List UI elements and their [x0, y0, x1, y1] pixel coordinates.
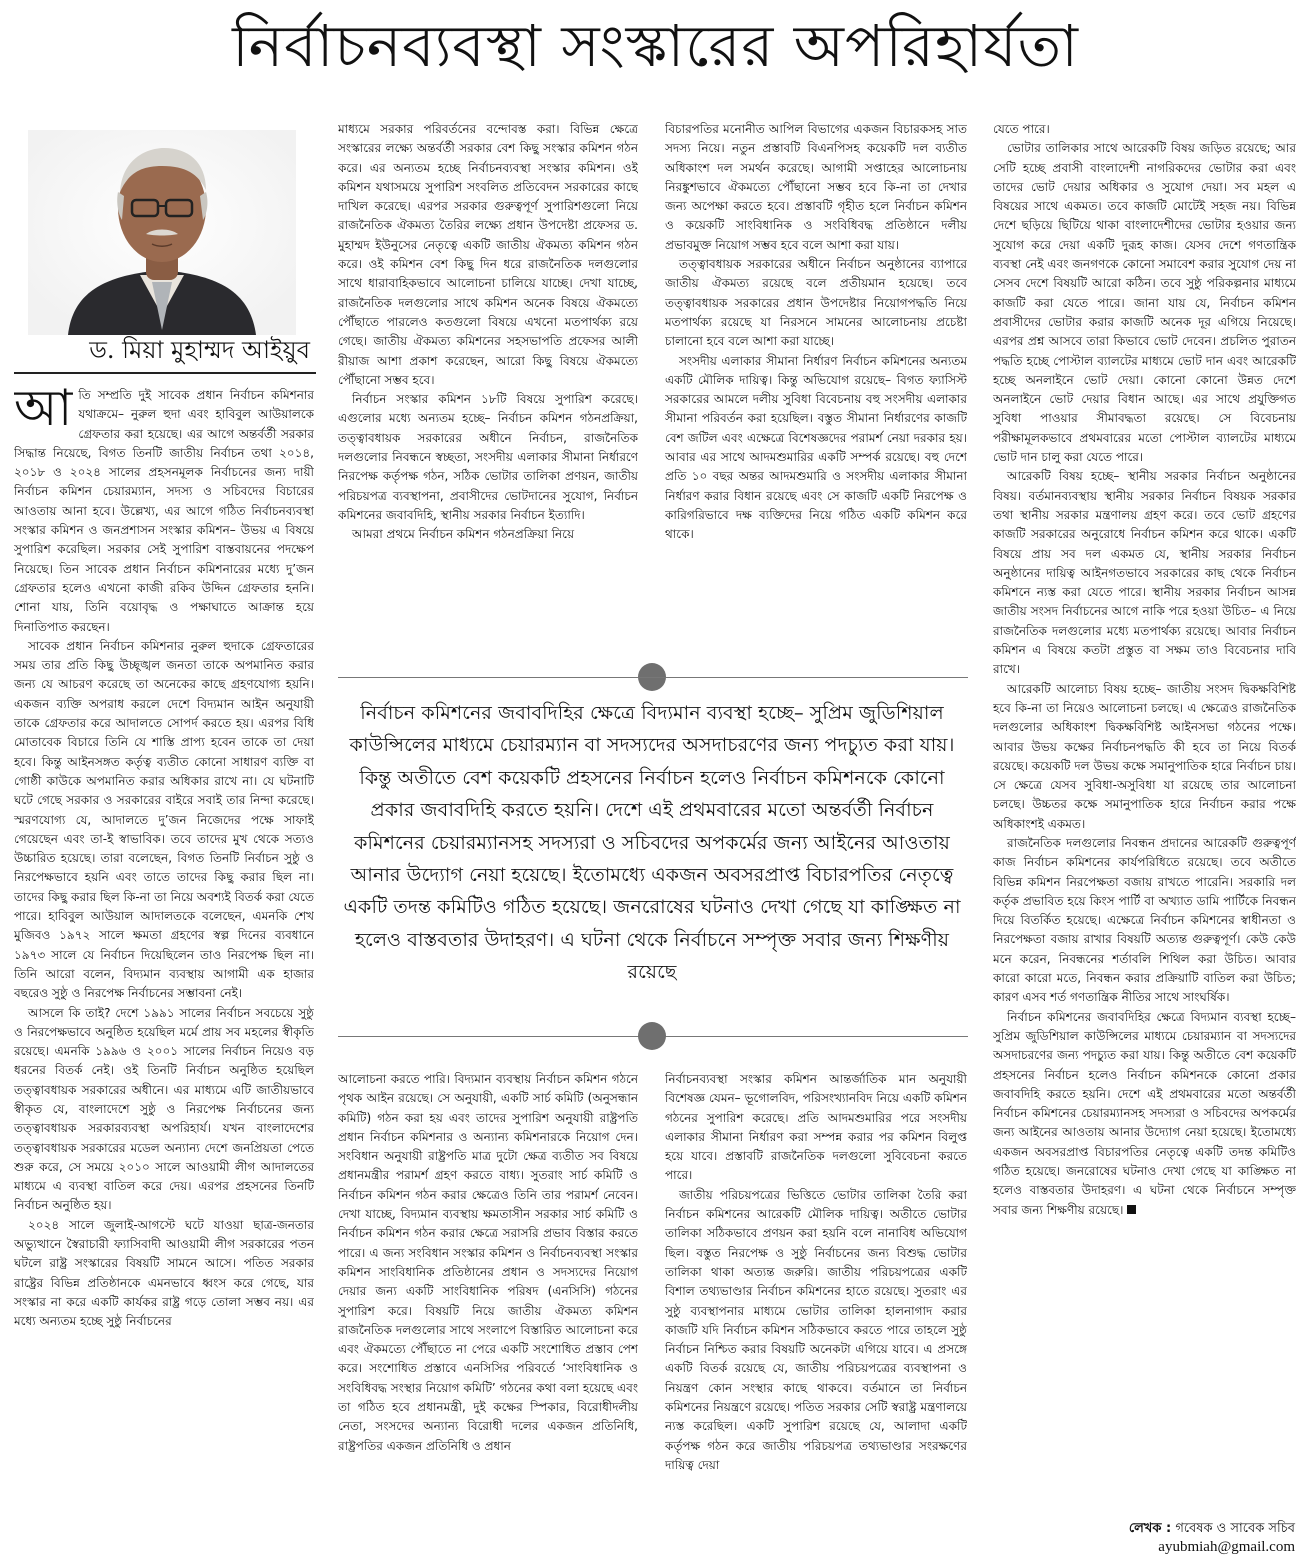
- author-portrait: [28, 130, 296, 335]
- body-paragraph: জাতীয় পরিচয়পত্রের ভিত্তিতে ভোটার তালিকা তৈরি করা নির্বাচন কমিশনের আরেকটি মৌলিক দায়িত্ব। অতীতে ভোটার তালিকা সঠিকভাবে প্রণয়ন করা হয়নি বলে নানাবিধ অভিযোগ ছিল। বস্তুত নিরপেক্ষ ও সুষ্ঠু নির্বাচনের জন্য বিশুদ্ধ ভোটার তালিকা থাকা অত্যন্ত জরুরি। জাতীয় পরিচয়পত্রের একটি বিশাল তথ্যভাণ্ডার নির্বাচন কমিশনের হাতে রয়েছে। সুতরাং এর সুষ্ঠু ব্যবস্থাপনার মাধ্যমে ভোটার তালিকা হালনাগাদ করার কাজটি যদি নির্বাচন কমিশন সঠিকভাবে করতে পারে তাহলে সুষ্ঠু নির্বাচন নিশ্চিত করার বিষয়টি অনেকটা এগিয়ে যাবে। এ প্রসঙ্গে একটি বিতর্ক রয়েছে যে, জাতীয় পরিচয়পত্রের ব্যবস্থাপনা ও নিয়ন্ত্রণ কোন সংস্থার কাছে থাকবে। বর্তমানে তা নির্বাচন কমিশনের নিয়ন্ত্রণে রয়েছে। পতিত সরকার সেটি স্বরাষ্ট্র মন্ত্রণালয়ে ন্যস্ত করেছিল। একটি সুপারিশ রয়েছে যে, আলাদা একটি কর্তৃপক্ষ গঠন করে জাতীয় পরিচয়পত্র তথ্যভাণ্ডার সংরক্ষণের দায়িত্ব দেয়া: [665, 1187, 967, 1472]
- body-paragraph: তত্ত্বাবধায়ক সরকারের অধীনে নির্বাচন অনুষ্ঠানের ব্যাপারে জাতীয় ঐকমত্য রয়েছে বলে প্রতীয়মান হয়েছে। তবে তত্ত্বাবধায়ক সরকারের প্রধান উপদেষ্টার নিয়োগপদ্ধতি নিয়ে মতপার্থক্য রয়েছে যা নিরসনে সামনের আলোচনায় প্রচেষ্টা চালানো হবে বলে আশা করা যাচ্ছে।: [665, 257, 967, 349]
- lead-paragraph: আতি সম্প্রতি দুই সাবেক প্রধান নির্বাচন কমিশনার যথাক্রমে– নুরুল হুদা এবং হাবিবুল আউয়ালকে গ্রেফতার করা হয়েছে। এর আগে অন্তর্বর্তী সরকার সিদ্ধান্ত নিয়েছে, বিগত তিনটি জাতীয় নির্বাচন তথা ২০১৪, ২০১৮ ও ২০২৪ সালের প্রহসনমূলক নির্বাচনের জন্য দায়ী নির্বাচন কমিশন চেয়ারম্যান, সদস্য ও সচিবদের বিচারের আওতায় আনা হবে। উল্লেখ্য, এর আগে গঠিত নির্বাচনব্যবস্থা সংস্কার কমিশন ও জনপ্রশাসন সংস্কার কমিশন– উভয় এ বিষয়ে সুপারিশ করেছিল। সরকার সেই সুপারিশ বাস্তবায়নের পদক্ষেপ নিয়েছে। তিন সাবেক প্রধান নির্বাচন কমিশনারের মধ্যে দু’জন গ্রেফতার হলেও এখনো কাজী রকিব উদ্দিন গ্রেফতার হননি। শোনা যায়, তিনি বয়োবৃদ্ধ ও পক্ষাঘাতে আক্রান্ত হয়ে দিনাতিপাত করছেন।: [14, 386, 314, 634]
- column-1: [14, 386, 314, 1561]
- author-role: গবেষক ও সাবেক সচিব: [1175, 1521, 1295, 1536]
- author-byline: ড. মিয়া মুহাম্মদ আইয়ুব: [89, 336, 310, 364]
- column-3-top: [665, 120, 967, 645]
- drop-cap: আ: [14, 386, 73, 437]
- pull-quote-dot-bottom: [638, 1022, 666, 1050]
- body-paragraph: আমরা প্রথমে নির্বাচন কমিশন গঠনপ্রক্রিয়া নিয়ে: [352, 527, 575, 542]
- body-paragraph: নির্বাচনব্যবস্থা সংস্কার কমিশন আন্তর্জাতিক মান অনুযায়ী বিশেষজ্ঞ যেমন– ভূগোলবিদ, পরিসংখ্যানবিদ নিয়ে একটি কমিশন গঠনের সুপারিশ করেছে। প্রতি আদমশুমারির পরে সংসদীয় এলাকার সীমানা নির্ধারণ করা সম্পন্ন করার পর কমিশন বিলুপ্ত হয়ে যাবে। প্রস্তাবটি রাজনৈতিক দলগুলো সুবিবেচনা করতে পারে।: [665, 1072, 967, 1183]
- signature-label: লেখক :: [1128, 1521, 1172, 1536]
- body-paragraph: আলোচনা করতে পারি। বিদ্যমান ব্যবস্থায় নির্বাচন কমিশন গঠনে পৃথক আইন রয়েছে। সে অনুযায়ী, একটি সার্চ কমিটি (অনুসন্ধান কমিটি) গঠন করা হয় এবং তাদের সুপারিশ অনুযায়ী রাষ্ট্রপতি প্রধান নির্বাচন কমিশনার ও অন্যান্য কমিশনারকে নিয়োগ দেন। সংবিধান অনুযায়ী রাষ্ট্রপতি মাত্র দুটো ক্ষেত্র ব্যতীত সব বিষয়ে প্রধানমন্ত্রীর পরামর্শ গ্রহণ করতে বাধ্য। সুতরাং সার্চ কমিটি ও নির্বাচন কমিশন গঠন করার ক্ষেত্রেও তিনি তার পরামর্শ নেবেন। দেখা যাচ্ছে, বিদ্যমান ব্যবস্থায় ক্ষমতাসীন সরকার সার্চ কমিটি ও নির্বাচন কমিশন গঠন করার ক্ষেত্রে সরাসরি প্রভাব বিস্তার করতে পারে। এ জন্য সংবিধান সংস্কার কমিশন ও নির্বাচনব্যবস্থা সংস্কার কমিশন সাংবিধানিক প্রতিষ্ঠানের প্রধান ও সদস্যদের নিয়োগ দেয়ার জন্য একটি সাংবিধানিক পরিষদ (এনসিসি) গঠনের সুপারিশ করে। বিষয়টি নিয়ে জাতীয় ঐকমত্য কমিশন রাজনৈতিক দলগুলোর সাথে সংলাপে বিস্তারিত আলোচনা করে এবং ঐকমত্যে পৌঁছাতে না পেরে একটি সংশোধিত প্রস্তাব পেশ করে। সংশোধিত প্রস্তাবে এনসিসির পরিবর্তে ‘সাংবিধানিক ও সংবিধিবদ্ধ সংস্থার নিয়োগ কমিটি’ গঠনের কথা বলা হয়েছে এবং তা গঠিত হবে প্রধানমন্ত্রী, দুই কক্ষের স্পিকার, বিরোধীদলীয় নেতা, সংসদের অন্যান্য বিরোধী দলের একজন প্রতিনিধি, রাষ্ট্রপতির একজন প্রতিনিধি ও প্রধান: [338, 1072, 638, 1453]
- body-paragraph: ভোটার তালিকার সাথে আরেকটি বিষয় জড়িত রয়েছে; আর সেটি হচ্ছে প্রবাসী বাংলাদেশী নাগরিকদের ভোটার করা এবং তাদের ভোট দেয়ার অধিকার ও সুযোগ দেয়া। সব মহল এ বিষয়ের সাথে একমত। তবে কাজটি মোটেই সহজ নয়। বিভিন্ন দেশে ছড়িয়ে ছিটিয়ে থাকা বাংলাদেশীদের ভোটার হওয়ার জন্য সুযোগ করে দেয়া একটি দুরূহ কাজ। যেসব দেশে গণতান্ত্রিক ব্যবস্থা নেই এবং জনগণকে কোনো সমাবেশ করার সুযোগ দেয় না সেসব দেশে বিষয়টি আরো কঠিন। তবে সুষ্ঠু পরিকল্পনার মাধ্যমে কাজটি করা যেতে পারে। জানা যায় যে, নির্বাচন কমিশন প্রবাসীদের ভোটার করার কাজটি অনেক দূর এগিয়ে নিয়েছে। এরপর প্রশ্ন আসবে তারা কিভাবে ভোট দেবেন। প্রচলিত পুরাতন পদ্ধতি হচ্ছে পোস্টাল ব্যালটের মাধ্যমে ভোট দান এবং আরেকটি হচ্ছে অনলাইনে ভোট দেয়া। কোনো কোনো উন্নত দেশে অনলাইনে ভোট দেয়ার বিধান আছে। এর সাথে প্রযুক্তিগত সুবিধা পাওয়ার সীমাবদ্ধতা রয়েছে। সে বিবেচনায় পরীক্ষামূলকভাবে প্রথমবারের মতো পোস্টাল ব্যালটের মাধ্যমে ভোট দান চালু করা যেতে পারে।: [993, 141, 1296, 465]
- pull-quote-rule-top: [338, 677, 968, 678]
- body-paragraph: মাধ্যমে সরকার পরিবর্তনের বন্দোবস্ত করা। বিভিন্ন ক্ষেত্রে সংস্কারের লক্ষ্যে অন্তর্বর্তী সরকার বেশ কিছু সংস্কার কমিশন গঠন করে। এর অন্যতম হচ্ছে নির্বাচনব্যবস্থা সংস্কার কমিশন। ওই কমিশন যথাসময়ে সুপারিশ সংবলিত প্রতিবেদন সরকারের কাছে দাখিল করেছে। এরপর সরকার গুরুত্বপূর্ণ সুপারিশগুলো নিয়ে রাজনৈতিক ঐকমত্য তৈরির লক্ষ্যে প্রধান উপদেষ্টা প্রফেসর ড. মুহাম্মদ ইউনুসের নেতৃত্বে একটি জাতীয় ঐকমত্য কমিশন গঠন করে। ওই কমিশন বেশ কিছু দিন ধরে রাজনৈতিক দলগুলোর সাথে ধারাবাহিকভাবে আলোচনা চালিয়ে যাচ্ছে। দেখা যাচ্ছে, রাজনৈতিক দলগুলোর সাথে কমিশন অনেক বিষয়ে ঐকমত্যে পৌঁছাতে পারলেও কতগুলো বিষয়ে এখনো মতপার্থক্য রয়ে গেছে। জাতীয় ঐকমত্য কমিশনের সহসভাপতি প্রফেসর আলী রীয়াজ আশা প্রকাশ করেছেন, আরো কিছু বিষয়ে ঐকমত্যে পৌঁছানো সম্ভব হবে।: [338, 122, 638, 387]
- body-paragraph: রাজনৈতিক দলগুলোর নিবন্ধন প্রদানের আরেকটি গুরুত্বপূর্ণ কাজ নির্বাচন কমিশনের কার্যপরিধিতে রয়েছে। তবে অতীতে বিভিন্ন কমিশন নিরপেক্ষতা বজায় রাখতে পারেনি। সরকারি দল কর্তৃক প্রভাবিত হয়ে কিংস পার্টি বা অখ্যাত ডামি পার্টিকে নিবন্ধন দিয়ে বিতর্কিত হয়েছে। এক্ষেত্রে নির্বাচন কমিশনের স্বাধীনতা ও নিরপেক্ষতা বজায় রাখার বিষয়টি অত্যন্ত গুরুত্বপূর্ণ। কেউ কেউ মনে করেন, নিবন্ধনের শর্তাবলি শিথিল করা উচিত। আবার কারো কারো মতে, নিবন্ধন করার প্রক্রিয়াটি বাতিল করা উচিত; কারণ এসব শর্ত গণতান্ত্রিক নীতির সাথে সাংঘর্ষিক।: [993, 835, 1296, 1005]
- body-paragraph: নির্বাচন সংস্কার কমিশন ১৮টি বিষয়ে সুপারিশ করেছে। এগুলোর মধ্যে অন্যতম হচ্ছে– নির্বাচন কমিশন গঠনপ্রক্রিয়া, তত্ত্বাবধায়ক সরকারের অধীনে নির্বাচন, রাজনৈতিক দলগুলোর নিবন্ধনে স্বচ্ছতা, সংসদীয় এলাকার সীমানা নির্ধারণে নিরপেক্ষ কর্তৃপক্ষ গঠন, সঠিক ভোটার তালিকা প্রণয়ন, জাতীয় পরিচয়পত্র ব্যবস্থাপনা, প্রবাসীদের ভোটদানের সুযোগ, নির্বাচন কমিশনের জবাবদিহি, স্থানীয় সরকার নির্বাচন ইত্যাদি।: [338, 392, 638, 522]
- body-paragraph: সংসদীয় এলাকার সীমানা নির্ধারণ নির্বাচন কমিশনের অন্যতম একটি মৌলিক দায়িত্ব। কিন্তু অভিযোগ রয়েছে– বিগত ফ্যাসিস্ট সরকারের আমলে দলীয় সুবিধা বিবেচনায় বহু সংসদীয় এলাকার সীমানা পরিবর্তন করা হয়েছিল। বস্তুত সীমানা নির্ধারণের কাজটি বেশ জটিল এবং এক্ষেত্রে বিশেষজ্ঞদের পরামর্শ নেয়া দরকার হয়। আবার এর সাথে আদমশুমারির একটি সম্পর্ক রয়েছে। বহু দেশে প্রতি ১০ বছর অন্তর আদমশুমারি ও সংসদীয় এলাকার সীমানা নির্ধারণ করার বিধান রয়েছে এবং সে কাজটি একটি নিরপেক্ষ ও কারিগরিভাবে দক্ষ ব্যক্তিদের নিয়ে গঠিত একটি কমিশন করে থাকে।: [665, 353, 967, 542]
- byline-rule: [14, 372, 316, 374]
- body-paragraph: আরেকটি বিষয় হচ্ছে– স্থানীয় সরকার নির্বাচন অনুষ্ঠানের বিষয়। বর্তমানব্যবস্থায় স্থানীয় সরকার নির্বাচন বিষয়ক সরকার তথা স্থানীয় সরকার মন্ত্রণালয় গ্রহণ করে। তবে ভোট গ্রহণের কাজটি সরকারের অনুরোধে নির্বাচন কমিশন করে থাকে। একটি বিষয়ে প্রায় সব দল একমত যে, স্থানীয় সরকার নির্বাচন অনুষ্ঠানের দায়িত্ব আইনগতভাবে সরকারের কাছ থেকে নির্বাচন কমিশনে ন্যস্ত করা যেতে পারে। স্থানীয় সরকার নির্বাচন আসন্ন জাতীয় সংসদ নির্বাচনের আগে নাকি পরে হওয়া উচিত– এ নিয়ে রাজনৈতিক দলগুলোর মধ্যে মতপার্থক্য রয়েছে। আবার নির্বাচন কমিশন এ বিষয়ে কতটা প্রস্তুত বা সক্ষম তাও বিবেচনার দাবি রাখে।: [993, 469, 1296, 677]
- column-2-bottom: [338, 1070, 638, 1562]
- body-paragraph: সাবেক প্রধান নির্বাচন কমিশনার নুরুল হুদাকে গ্রেফতারের সময় তার প্রতি কিছু উচ্ছৃঙ্খল জনতা তাকে অপমানিত করার জন্য যে আচরণ করেছে তা অনেকের কাছে গ্রহণযোগ্য হয়নি। একজন ব্যক্তি অপরাধ করলে দেশে বিদ্যমান আইন অনুযায়ী তাকে গ্রেফতার করে আদালতে সোপর্দ করতে হয়। এরপর বিধি মোতাবেক বিচারে তিনি যে শাস্তি প্রাপ্য হবেন তাকে তা দেয়া হবে। কিন্তু আইনসঙ্গত কর্তৃত্ব ব্যতীত কোনো সাধারণ ব্যক্তি বা গোষ্ঠী কাউকে অপমানিত করার অধিকার রাখে না। যে ঘটনাটি ঘটে গেছে সরকার ও সরকারের বাইরে সবাই তার নিন্দা করেছে। স্মরণযোগ্য যে, আদালতে দু’জন নিজেদের পক্ষে সাফাই গেয়েছেন এবং তা-ই স্বাভাবিক। তবে তাদের মুখ থেকে সত্যও উচ্চারিত হয়েছে। তারা বলেছেন, বিগত তিনটি নির্বাচন সুষ্ঠু ও নিরপেক্ষভাবে হয়নি এবং তাতে তাদের কিছু করার ছিল না। তাদের কিছু করার ছিল কি-না তা নিয়ে অবশ্যই বিতর্ক করা যেতে পারে। হাবিবুল আউয়াল আদালতকে বলেছেন, এমনকি শেখ মুজিবও ১৯৭২ সালে ক্ষমতা গ্রহণের স্বল্প দিনের ব্যবধানে ১৯৭৩ সালে যে নির্বাচন দিয়েছিলেন তাও নিরপেক্ষ ছিল না। তিনি আরো বলেন, বিদ্যমান ব্যবস্থায় আগামী এক হাজার বছরেও সুষ্ঠু ও নিরপেক্ষ নির্বাচনের সম্ভাবনা নেই।: [14, 638, 314, 1001]
- column-2-top: [338, 120, 638, 645]
- column-4: [993, 120, 1296, 1505]
- body-paragraph: নির্বাচন কমিশনের জবাবদিহির ক্ষেত্রে বিদ্যমান ব্যবস্থা হচ্ছে– সুপ্রিম জুডিশিয়াল কাউন্সিলের মাধ্যমে চেয়ারম্যান বা সদস্যদের অসদাচরণের জন্য পদচ্যুত করা যায়। কিন্তু অতীতে বেশ কয়েকটি প্রহসনের নির্বাচন হলেও নির্বাচন কমিশনকে কোনো প্রকার জবাবদিহি করতে হয়নি। দেশে এই প্রথমবারের মতো অন্তর্বর্তী নির্বাচন কমিশনের চেয়ারম্যানসহ সদস্যরা ও সচিবদের অপকর্মের জন্য আইনের আওতায় আনার উদ্যোগ নেয়া হয়েছে। ইতোমধ্যে একজন অবসরপ্রাপ্ত বিচারপতির নেতৃত্বে একটি তদন্ত কমিটিও গঠিত হয়েছে। জনরোষের ঘটনাও দেখা গেছে যা কাঙ্ক্ষিত না হলেও বাস্তবতার উদাহরণ। এ ঘটনা থেকে নির্বাচনে সম্পৃক্ত সবার জন্য শিক্ষণীয় রয়েছে।: [993, 1009, 1296, 1217]
- body-paragraph: আরেকটি আলোচ্য বিষয় হচ্ছে– জাতীয় সংসদ দ্বিকক্ষবিশিষ্ট হবে কি-না তা নিয়েও আলোচনা চলছে। এ ক্ষেত্রেও রাজনৈতিক দলগুলোর অধিকাংশ দ্বিকক্ষবিশিষ্ট আইনসভা গঠনের পক্ষে। আবার উভয় কক্ষের নির্বাচনপদ্ধতি কী হবে তা নিয়ে বিতর্ক রয়েছে। কয়েকটি দল উভয় কক্ষে সমানুপাতিক হারে নির্বাচন চায়। সে ক্ষেত্রে যেসব সুবিধা-অসুবিধা যা রয়েছে তার আলোচনা চলছে। উচ্চতর কক্ষে সমানুপাতিক হারে নির্বাচন করার পক্ষে অধিকাংশই একমত।: [993, 681, 1296, 831]
- author-email[interactable]: ayubmiah@gmail.com: [1158, 1539, 1295, 1555]
- body-paragraph: ২০২৪ সালে জুলাই-আগস্টে ঘটে যাওয়া ছাত্র-জনতার অভ্যুত্থানে স্বৈরাচারী ফ্যাসিবাদী আওয়ামী লীগ সরকারের পতন ঘটলে রাষ্ট্র সংস্কারের বিষয়টি সামনে আসে। পতিত সরকার রাষ্ট্রের বিভিন্ন প্রতিষ্ঠানকে এমনভাবে ধ্বংস করে গেছে, যার সংস্কার না করে একটি কার্যকর রাষ্ট্র গড়ে তোলা সম্ভব নয়। এর মধ্যে অন্যতম হচ্ছে সুষ্ঠু নির্বাচনের: [14, 1217, 314, 1329]
- body-paragraph: বিচারপতির মনোনীত আপিল বিভাগের একজন বিচারকসহ সাত সদস্য নিয়ে। নতুন প্রস্তাবটি বিএনপিসহ কয়েকটি দল ব্যতীত অধিকাংশ দল সমর্থন করেছে। আগামী সপ্তাহের আলোচনায় নিরঙ্কুশভাবে ঐকমত্যে পৌঁছানো সম্ভব হবে কি-না তা দেখার জন্য অপেক্ষা করতে হবে। প্রস্তাবটি গৃহীত হলে নির্বাচন কমিশন ও কয়েকটি সাংবিধানিক ও সংবিধিবদ্ধ প্রতিষ্ঠানে দলীয় প্রভাবমুক্ত নিয়োগ সম্ভব হবে বলে আশা করা যায়।: [665, 122, 967, 252]
- end-mark-square: [1127, 1205, 1136, 1214]
- pull-quote: নির্বাচন কমিশনের জবাবদিহির ক্ষেত্রে বিদ্যমান ব্যবস্থা হচ্ছে– সুপ্রিম জুডিশিয়াল কাউন্সিলের মাধ্যমে চেয়ারম্যান বা সদস্যদের অসদাচরণের জন্য পদচ্যুত করা যায়। কিন্তু অতীতে বেশ কয়েকটি প্রহসনের নির্বাচন হলেও নির্বাচন কমিশনকে কোনো প্রকার জবাবদিহি করতে হয়নি। দেশে এই প্রথমবারের মতো অন্তর্বর্তী নির্বাচন কমিশনের চেয়ারম্যানসহ সদস্যরা ও সচিবদের অপকর্মের জন্য আইনের আওতায় আনার উদ্যোগ নেয়া হয়েছে। ইতোমধ্যে একজন অবসরপ্রাপ্ত বিচারপতির নেতৃত্বে একটি তদন্ত কমিটিও গঠিত হয়েছে। জনরোষের ঘটনাও দেখা গেছে যা কাঙ্ক্ষিত না হলেও বাস্তবতার উদাহরণ। এ ঘটনা থেকে নির্বাচনে সম্পৃক্ত সবার জন্য শিক্ষণীয় রয়েছে: [343, 701, 961, 984]
- body-paragraph: যেতে পারে।: [993, 122, 1050, 136]
- author-signature: [1020, 1520, 1295, 1556]
- column-3-bottom: [665, 1070, 967, 1562]
- body-paragraph: আসলে কি তাই? দেশে ১৯৯১ সালের নির্বাচন সবচেয়ে সুষ্ঠু ও নিরপেক্ষভাবে অনুষ্ঠিত হয়েছিল মর্মে প্রায় সব মহলের স্বীকৃতি রয়েছে। এমনকি ১৯৯৬ ও ২০০১ সালের নির্বাচন নিয়েও বড় ধরনের বিতর্ক নেই। ওই তিনটি নির্বাচন অনুষ্ঠিত হয়েছিল তত্ত্বাবধায়ক সরকারের অধীনে। এর মাধ্যমে এটি জাতীয়ভাবে স্বীকৃত যে, বাংলাদেশে সুষ্ঠু ও নিরপেক্ষ নির্বাচনের জন্য তত্ত্বাবধায়ক সরকারব্যবস্থা অপরিহার্য। যখন বাংলাদেশের তত্ত্বাবধায়ক সরকারের মডেল অন্যান্য দেশে জনপ্রিয়তা পেতে শুরু করে, সে সময়ে ২০১০ সালে আওয়ামী লীগ আদালতের মাধ্যমে এ ব্যবস্থা বাতিল করে দেয়। এরপর প্রহসনের তিনটি নির্বাচন অনুষ্ঠিত হয়।: [14, 1005, 314, 1213]
- headline: নির্বাচনব্যবস্থা সংস্কারের অপরিহার্যতা: [232, 12, 1079, 80]
